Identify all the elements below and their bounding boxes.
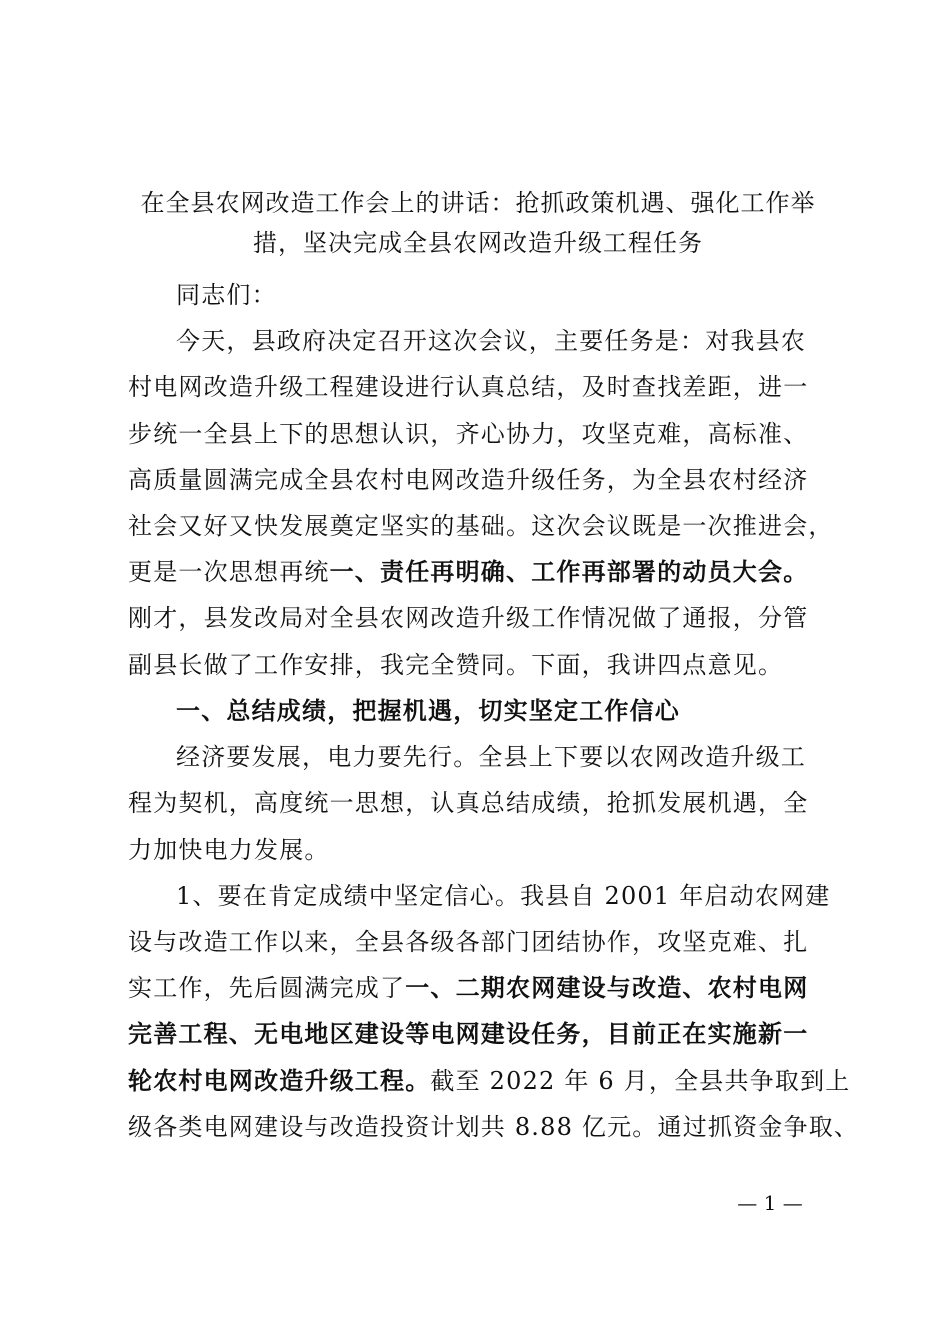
paragraph-3-line: 级各类电网建设与改造投资计划共 8.88 亿元。通过抓资金争取、 <box>128 1113 860 1141</box>
section-heading-1: 一、总结成绩，把握机遇，切实坚定工作信心 <box>176 697 680 725</box>
paragraph-3-line <box>128 968 828 1008</box>
paragraph-3-line: 1、要在肯定成绩中坚定信心。我县自 2001 年启动农网建 <box>176 882 831 910</box>
paragraph-2-line: 力加快电力发展。 <box>128 836 330 864</box>
document-title <box>128 183 828 263</box>
paragraph-1-line: 村电网改造升级工程建设进行认真总结，及时查找差距，进一 <box>128 373 809 401</box>
paragraph-1-line: 副县长做了工作安排，我完全赞同。下面，我讲四点意见。 <box>128 651 784 679</box>
paragraph-1-line: 社会又好又快发展奠定坚实的基础。这次会议既是一次推进会， <box>128 512 834 540</box>
paragraph-3-line: 设与改造工作以来，全县各级各部门团结协作，攻坚克难、扎 <box>128 928 809 956</box>
paragraph-3-line-text: 截至 2022 年 6 月，全县共争取到上 <box>430 1067 851 1095</box>
paragraph-1-line-bold-text: 一、责任再明确、工作再部署的动员大会。 <box>329 558 809 586</box>
paragraph-1-line-text: 更是一次思想再统 <box>128 558 330 586</box>
paragraph-3-line-text: 实工作，先后圆满完成了 <box>128 974 406 1002</box>
title-line-2: 措，坚决完成全县农网改造升级工程任务 <box>253 229 703 257</box>
paragraph-1-line: 今天，县政府决定召开这次会议，主要任务是：对我县农 <box>176 327 806 355</box>
paragraph-3-line <box>128 1061 851 1101</box>
paragraph-3-line-bold-text: 一、二期农网建设与改造、农村电网 <box>405 974 809 1002</box>
paragraph-3-line-bold-text: 轮农村电网改造升级工程。 <box>128 1067 431 1095</box>
title-line-1: 在全县农网改造工作会上的讲话：抢抓政策机遇、强化工作举 <box>140 189 816 217</box>
paragraph-3-line: 完善工程、无电地区建设等电网建设任务，目前正在实施新一 <box>128 1020 809 1048</box>
paragraph-2-line: 程为契机，高度统一思想，认真总结成绩，抢抓发展机遇，全 <box>128 789 809 817</box>
salutation: 同志们： <box>176 281 277 309</box>
paragraph-1-line: 步统一全县上下的思想认识，齐心协力，攻坚克难，高标准、 <box>128 420 809 448</box>
paragraph-1-line <box>128 552 828 592</box>
paragraph-2-line: 经济要发展，电力要先行。全县上下要以农网改造升级工 <box>176 743 806 771</box>
paragraph-1-line: 高质量圆满完成全县农村电网改造升级任务，为全县农村经济 <box>128 466 809 494</box>
page-number: — 1 — <box>737 1191 803 1215</box>
paragraph-1-line: 刚才，县发改局对全县农网改造升级工作情况做了通报，分管 <box>128 604 809 632</box>
